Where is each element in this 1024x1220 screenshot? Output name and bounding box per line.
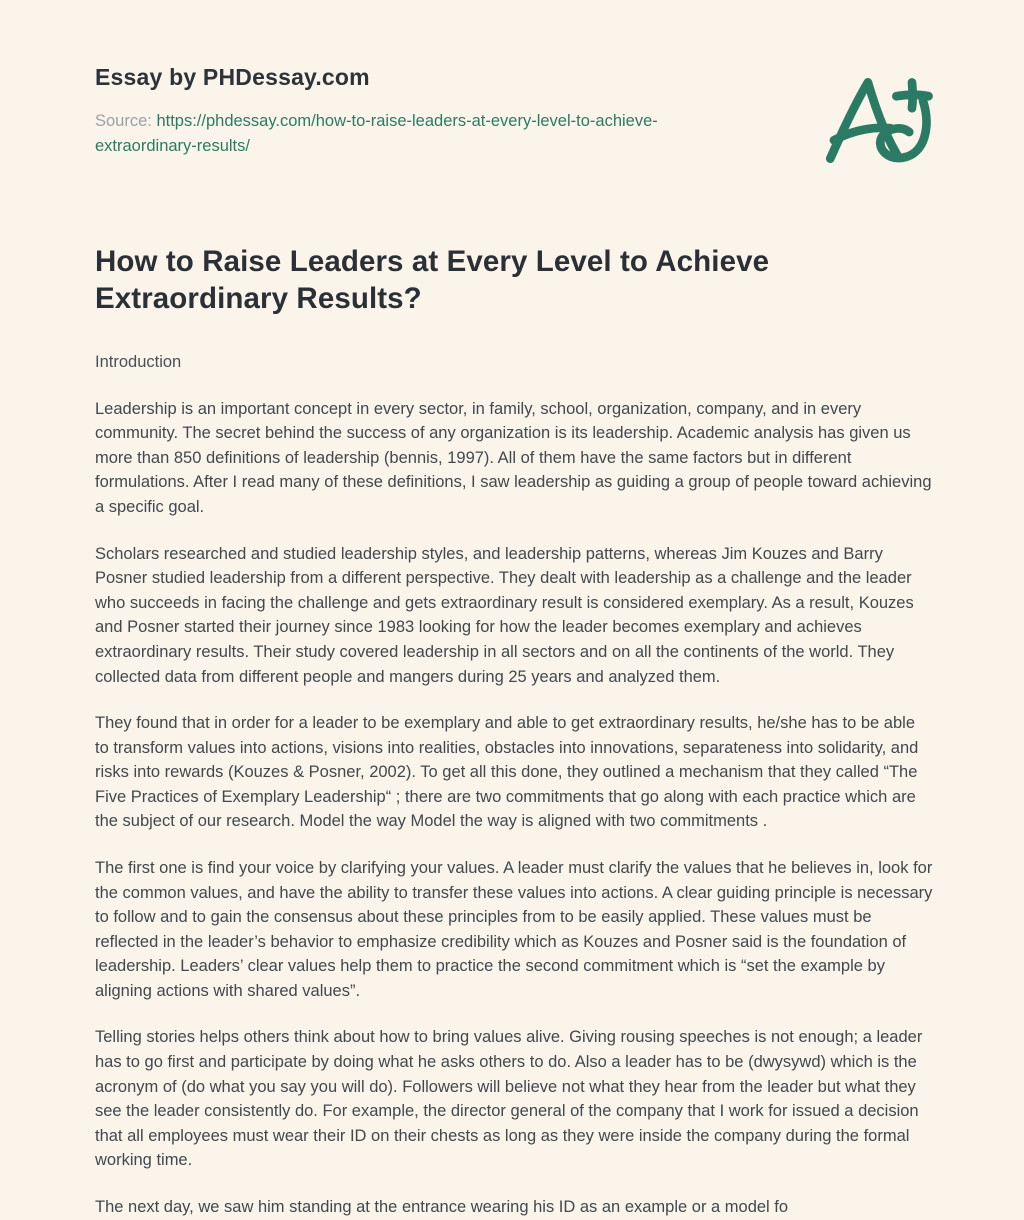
section-heading-introduction: Introduction	[95, 353, 182, 372]
site-title: Essay by PHDessay.com	[95, 64, 370, 90]
essay-paragraph-3: They found that in order for a leader to be exemplary and able to get extraordinary results, he/she has to be able to transform values into actions, visions into realities, obstacles into innovations, separateness into solidarity, and risks into rewards (Kouzes & Posner, 2002). To get all this done, they outlined a mechanism that they called “The Five Practices of Exemplary Leadership“ ; there are two commitments that go along with each practice which are the subject of our research. Model the way Model the way is aligned with two commitments .	[95, 714, 919, 831]
essay-paragraph-5: Telling stories helps others think about how to bring values alive. Giving rousing speeches is not enough; a leader has to go first and participate by doing what he asks others to do. Also a leader has to be (dwysywd) which is the acronym of (do what you say you will do). Followers will believe not what they hear from the leader but what they see the leader consistently do. For example, the director general of the company that I work for issued a decision that all employees must wear their ID on their chests as long as they were inside the company during the formal working time.	[95, 1028, 923, 1170]
essay-title: How to Raise Leaders at Every Level to Achieve Extraordinary Results?	[95, 245, 770, 315]
source-label: Source:	[95, 112, 157, 130]
page-header	[95, 62, 936, 170]
essay-paragraph-6: The next day, we saw him standing at the entrance wearing his ID as an example or a model fo	[95, 1197, 789, 1216]
essay-paragraph-1: Leadership is an important concept in every sector, in family, school, organization, company, and in every community. The secret behind the success of any organization is its leadership. Academic analysis has given us more than 850 definitions of leadership (bennis, 1997). All of them have the same factors but in different formulations. After I read many of these definitions, I saw leadership as guiding a group of people toward achieving a specific goal.	[95, 399, 932, 517]
header-text-block	[95, 62, 695, 159]
phdessay-a-plus-logo-icon	[822, 72, 934, 170]
essay-content	[95, 244, 936, 1220]
essay-paragraph-4: The first one is find your voice by clarifying your values. A leader must clarify the values that he believes in, look for the common values, and have the ability to transfer these values into actions. A clear guiding principle is necessary to follow and to gain the consensus about these principles from to be easily applied. These values must be reflected in the leader’s behavior to emphasize credibility which as Kouzes and Posner said is the foundation of leadership. Leaders’ clear values help them to practice the second commitment which is “set the example by aligning actions with shared values”.	[95, 858, 933, 1000]
source-line	[95, 109, 695, 159]
source-url-link[interactable]: https://phdessay.com/how-to-raise-leaders-at-every-level-to-achieve-extraordinary-results/	[95, 112, 658, 155]
essay-paragraph-2: Scholars researched and studied leadership styles, and leadership patterns, whereas Jim Kouzes and Barry Posner studied leadership from a different perspective. They dealt with leadership as a challenge and the leader who succeeds in facing the challenge and gets extraordinary result is considered exemplary. As a result, Kouzes and Posner started their journey since 1983 looking for how the leader becomes exemplary and achieves extraordinary results. Their study covered leadership in all sectors and on all the continents of the world. They collected data from different people and mangers during 25 years and analyzed them.	[95, 544, 914, 686]
